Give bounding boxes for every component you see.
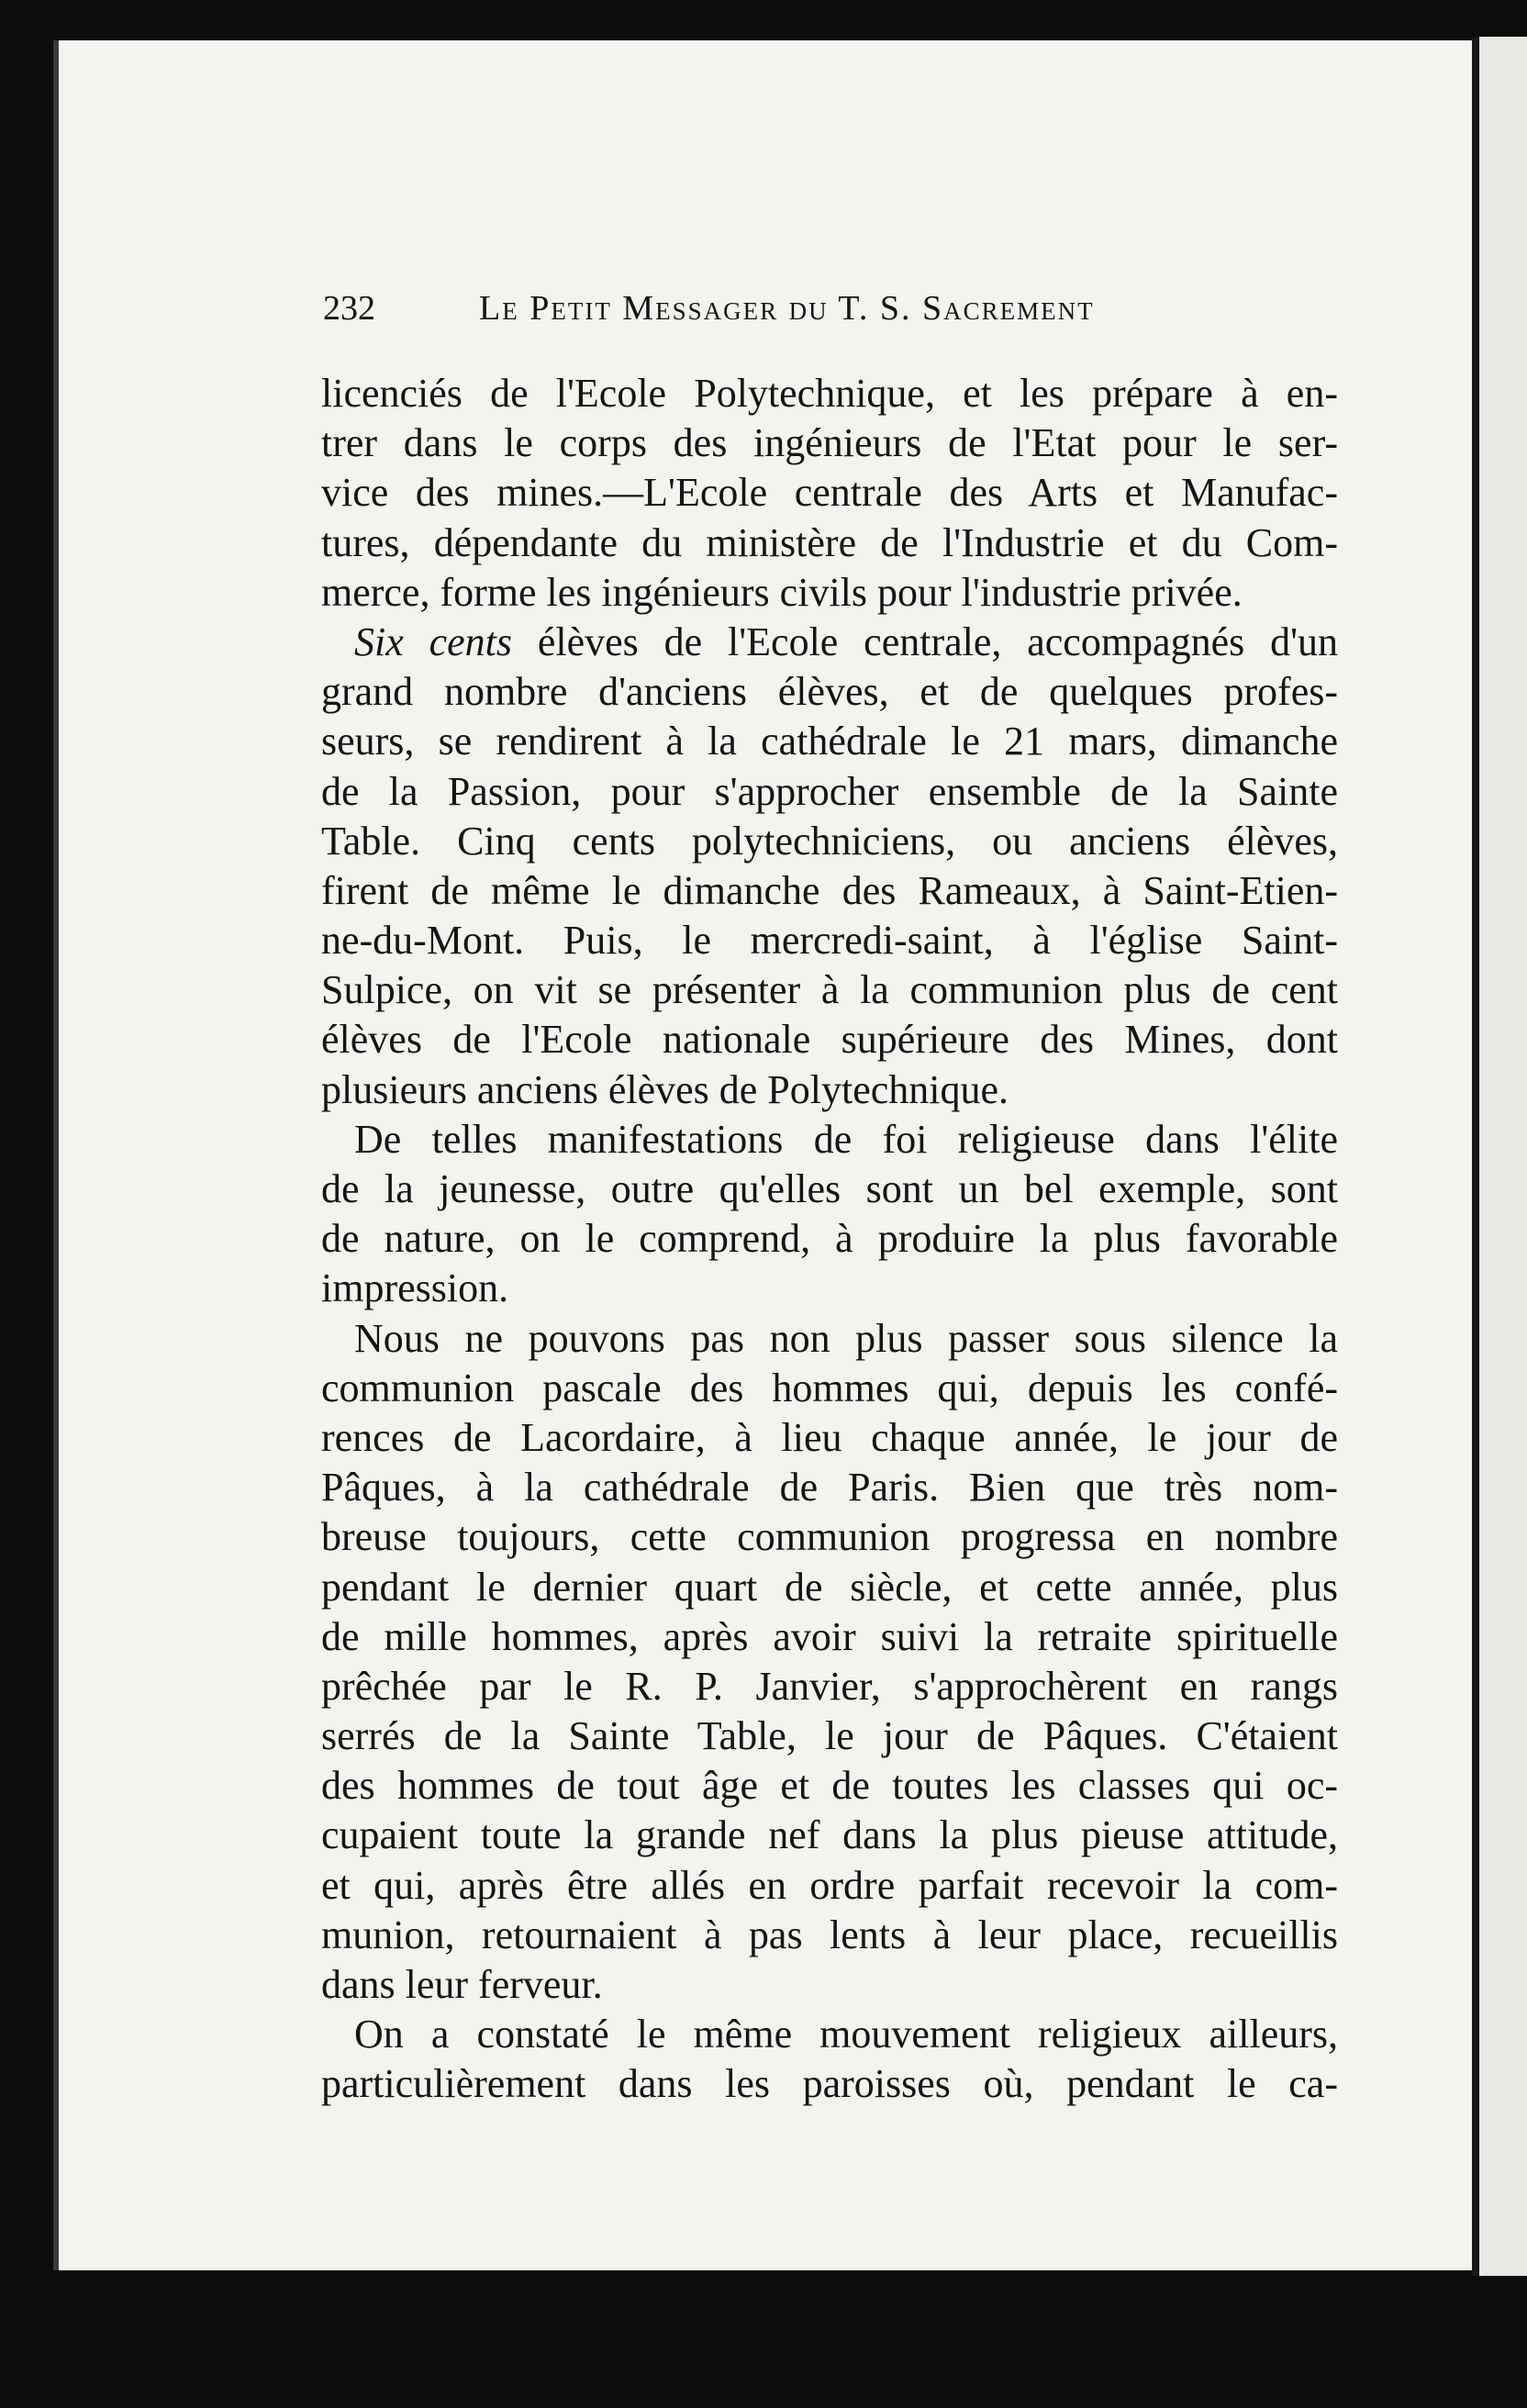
text-line: de mille hommes, après avoir suivi la retraite spirituelle bbox=[321, 1613, 1338, 1659]
text-line: communion pascale des hommes qui, depuis les confé- bbox=[321, 1365, 1338, 1410]
text-line: breuse toujours, cette communion progressa en nombre bbox=[321, 1514, 1338, 1560]
text-line-with-italic-lead bbox=[321, 618, 1338, 667]
text-line: impression. bbox=[321, 1265, 509, 1311]
text-line: particulièrement dans les paroisses où, pendant le ca- bbox=[321, 2061, 1338, 2107]
text-line: ne-du-Mont. Puis, le mercredi-saint, à l'église Saint- bbox=[321, 918, 1338, 964]
text-line: trer dans le corps des ingénieurs de l'Etat pour le ser- bbox=[321, 420, 1338, 466]
text-line: et qui, après être allés en ordre parfait recevoir la com- bbox=[321, 1862, 1338, 1908]
text-line: De telles manifestations de foi religieuse dans l'élite bbox=[354, 1116, 1338, 1162]
text-line: pendant le dernier quart de siècle, et cette année, plus bbox=[321, 1564, 1338, 1610]
text-line: tures, dépendante du ministère de l'Industrie et du Com- bbox=[321, 519, 1338, 565]
text-line: plusieurs anciens élèves de Polytechnique. bbox=[321, 1066, 1009, 1112]
text-line: Table. Cinq cents polytechniciens, ou anciens élèves, bbox=[321, 818, 1338, 864]
text-line: munion, retournaient à pas lents à leur place, recueillis bbox=[321, 1912, 1338, 1957]
page-number: 232 bbox=[323, 289, 375, 328]
text-line: firent de même le dimanche des Rameaux, à Saint-Etien- bbox=[321, 867, 1338, 913]
text-line: merce, forme les ingénieurs civils pour l'industrie privée. bbox=[321, 569, 1243, 615]
running-head-title: Le Petit Messager du T. S. Sacrement bbox=[479, 289, 1095, 328]
page-edge bbox=[1472, 37, 1477, 2276]
text-line: de la Passion, pour s'approcher ensemble de la Sainte bbox=[321, 768, 1338, 814]
text-line: On a constaté le même mouvement religieux ailleurs, bbox=[354, 2012, 1338, 2057]
text-line: de la jeunesse, outre qu'elles sont un bel exemple, sont bbox=[321, 1166, 1338, 1211]
text-line: grand nombre d'anciens élèves, et de quelques profes- bbox=[321, 669, 1338, 715]
text-line: seurs, se rendirent à la cathédrale le 21 mars, dimanche bbox=[321, 719, 1338, 764]
text-line: Nous ne pouvons pas non plus passer sous silence la bbox=[354, 1315, 1338, 1361]
text-line: des hommes de tout âge et de toutes les classes qui oc- bbox=[321, 1763, 1338, 1809]
text-line: prêchée par le R. P. Janvier, s'approchèrent en rangs bbox=[321, 1663, 1338, 1709]
text-line-rest: élèves de l'Ecole centrale, accompagnés d'un bbox=[512, 619, 1338, 664]
italic-lead: Six cents bbox=[354, 619, 513, 664]
text-line: dans leur ferveur. bbox=[321, 1962, 603, 2007]
body-text bbox=[321, 369, 1338, 2110]
running-head bbox=[323, 281, 1241, 336]
text-line: Pâques, à la cathédrale de Paris. Bien que très nom- bbox=[321, 1465, 1338, 1511]
text-line: rences de Lacordaire, à lieu chaque année, le jour de bbox=[321, 1414, 1338, 1460]
text-line: cupaient toute la grande nef dans la plus pieuse attitude, bbox=[321, 1812, 1338, 1858]
text-line: Sulpice, on vit se présenter à la communion plus de cent bbox=[321, 967, 1338, 1013]
next-page-strip bbox=[1479, 37, 1527, 2276]
text-line: élèves de l'Ecole nationale supérieure des Mines, dont bbox=[321, 1017, 1338, 1063]
text-line: de nature, on le comprend, à produire la plus favorable bbox=[321, 1216, 1338, 1262]
text-line: licenciés de l'Ecole Polytechnique, et les prépare à en- bbox=[321, 371, 1338, 416]
text-line: serrés de la Sainte Table, le jour de Pâques. C'étaient bbox=[321, 1713, 1338, 1759]
text-line: vice des mines.—L'Ecole centrale des Arts et Manufac- bbox=[321, 470, 1338, 516]
